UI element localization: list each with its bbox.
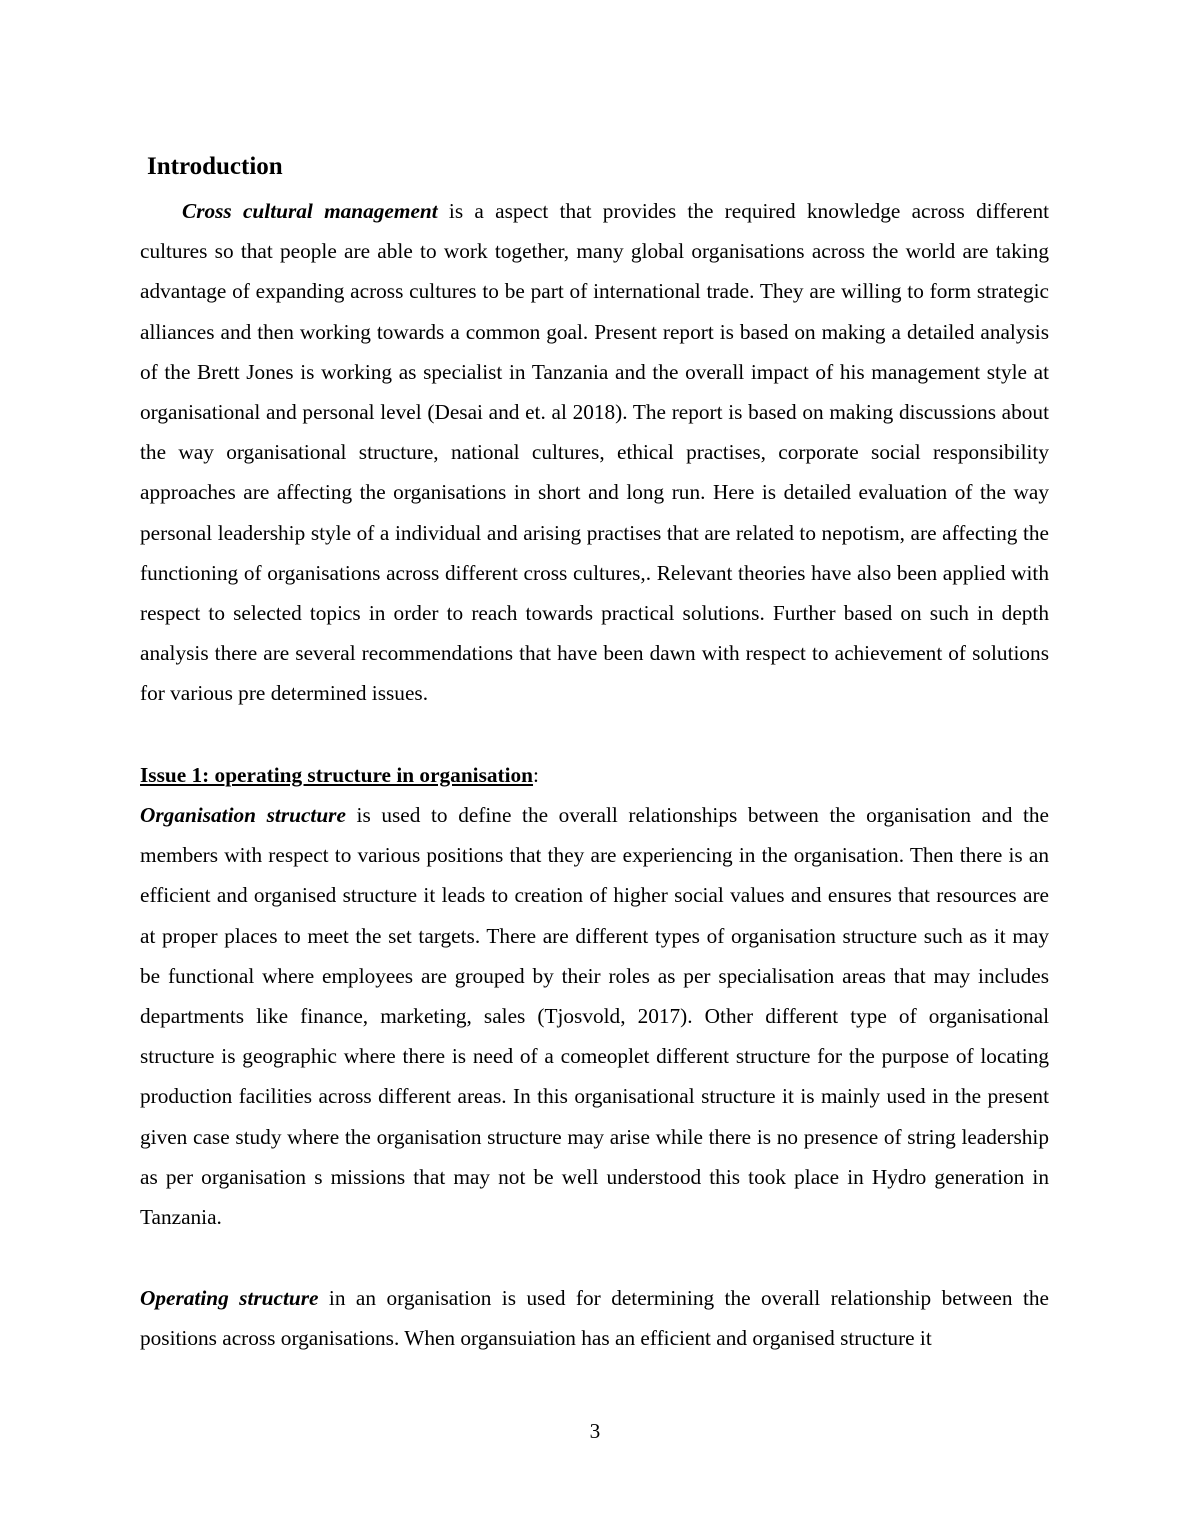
issue-1-suffix: : [533, 763, 539, 787]
organisation-structure-lead-term: Organisation structure [140, 803, 346, 827]
organisation-structure-text: is used to define the overall relationships between the organisation and the members with respect to various positions that they are experiencing in the organisation. Then there is an efficient and organised structure it leads to creation of higher social values and ensures that resources are at proper places to meet the set targets. There are different types of organisation structure such as it may be functional where employees are grouped by their roles as per specialisation areas that may includes departments like finance, marketing, sales (Tjosvold, 2017). Other different type of organisational structure is geographic where there is need of a comeoplet different structure for the purpose of locating production facilities across different areas. In this organisational structure it is mainly used in the present given case study where the organisation structure may arise while there is no presence of string leadership as per organisation s missions that may not be well understood this took place in Hydro generation in Tanzania. [140, 803, 1049, 1230]
issue-1-label: Issue 1: operating structure in organisation [140, 763, 534, 787]
operating-structure-paragraph [140, 1278, 1049, 1358]
intro-paragraph [140, 191, 1049, 714]
organisation-structure-paragraph [140, 795, 1049, 1237]
intro-text: is a aspect that provides the required knowledge across different cultures so that people are able to work together, many global organisations across the world are taking advantage of expanding across cultures to be part of international trade. They are willing to form strategic alliances and then working towards a common goal. Present report is based on making a detailed analysis of the Brett Jones is working as specialist in Tanzania and the overall impact of his management style at organisational and personal level (Desai and et. al 2018). The report is based on making discussions about the way organisational structure, national cultures, ethical practises, corporate social responsibility approaches are affecting the organisations in short and long run. Here is detailed evaluation of the way personal leadership style of a individual and arising practises that are related to nepotism, are affecting the functioning of organisations across different cross cultures,. Relevant theories have also been applied with respect to selected topics in order to reach towards practical solutions. Further based on such in depth analysis there are several recommendations that have been dawn with respect to achievement of solutions for various pre determined issues. [140, 199, 1050, 706]
page-number: 3 [589, 1419, 601, 1443]
intro-lead-term: Cross cultural management [182, 199, 438, 223]
section-heading-introduction: Introduction [147, 153, 283, 180]
issue-1-heading [140, 755, 539, 795]
operating-structure-text: in an organisation is used for determining the overall relationship between the positions across organisations. When organsuiation has an efficient and organised structure it [140, 1286, 1049, 1351]
operating-structure-lead-term: Operating structure [140, 1286, 319, 1310]
